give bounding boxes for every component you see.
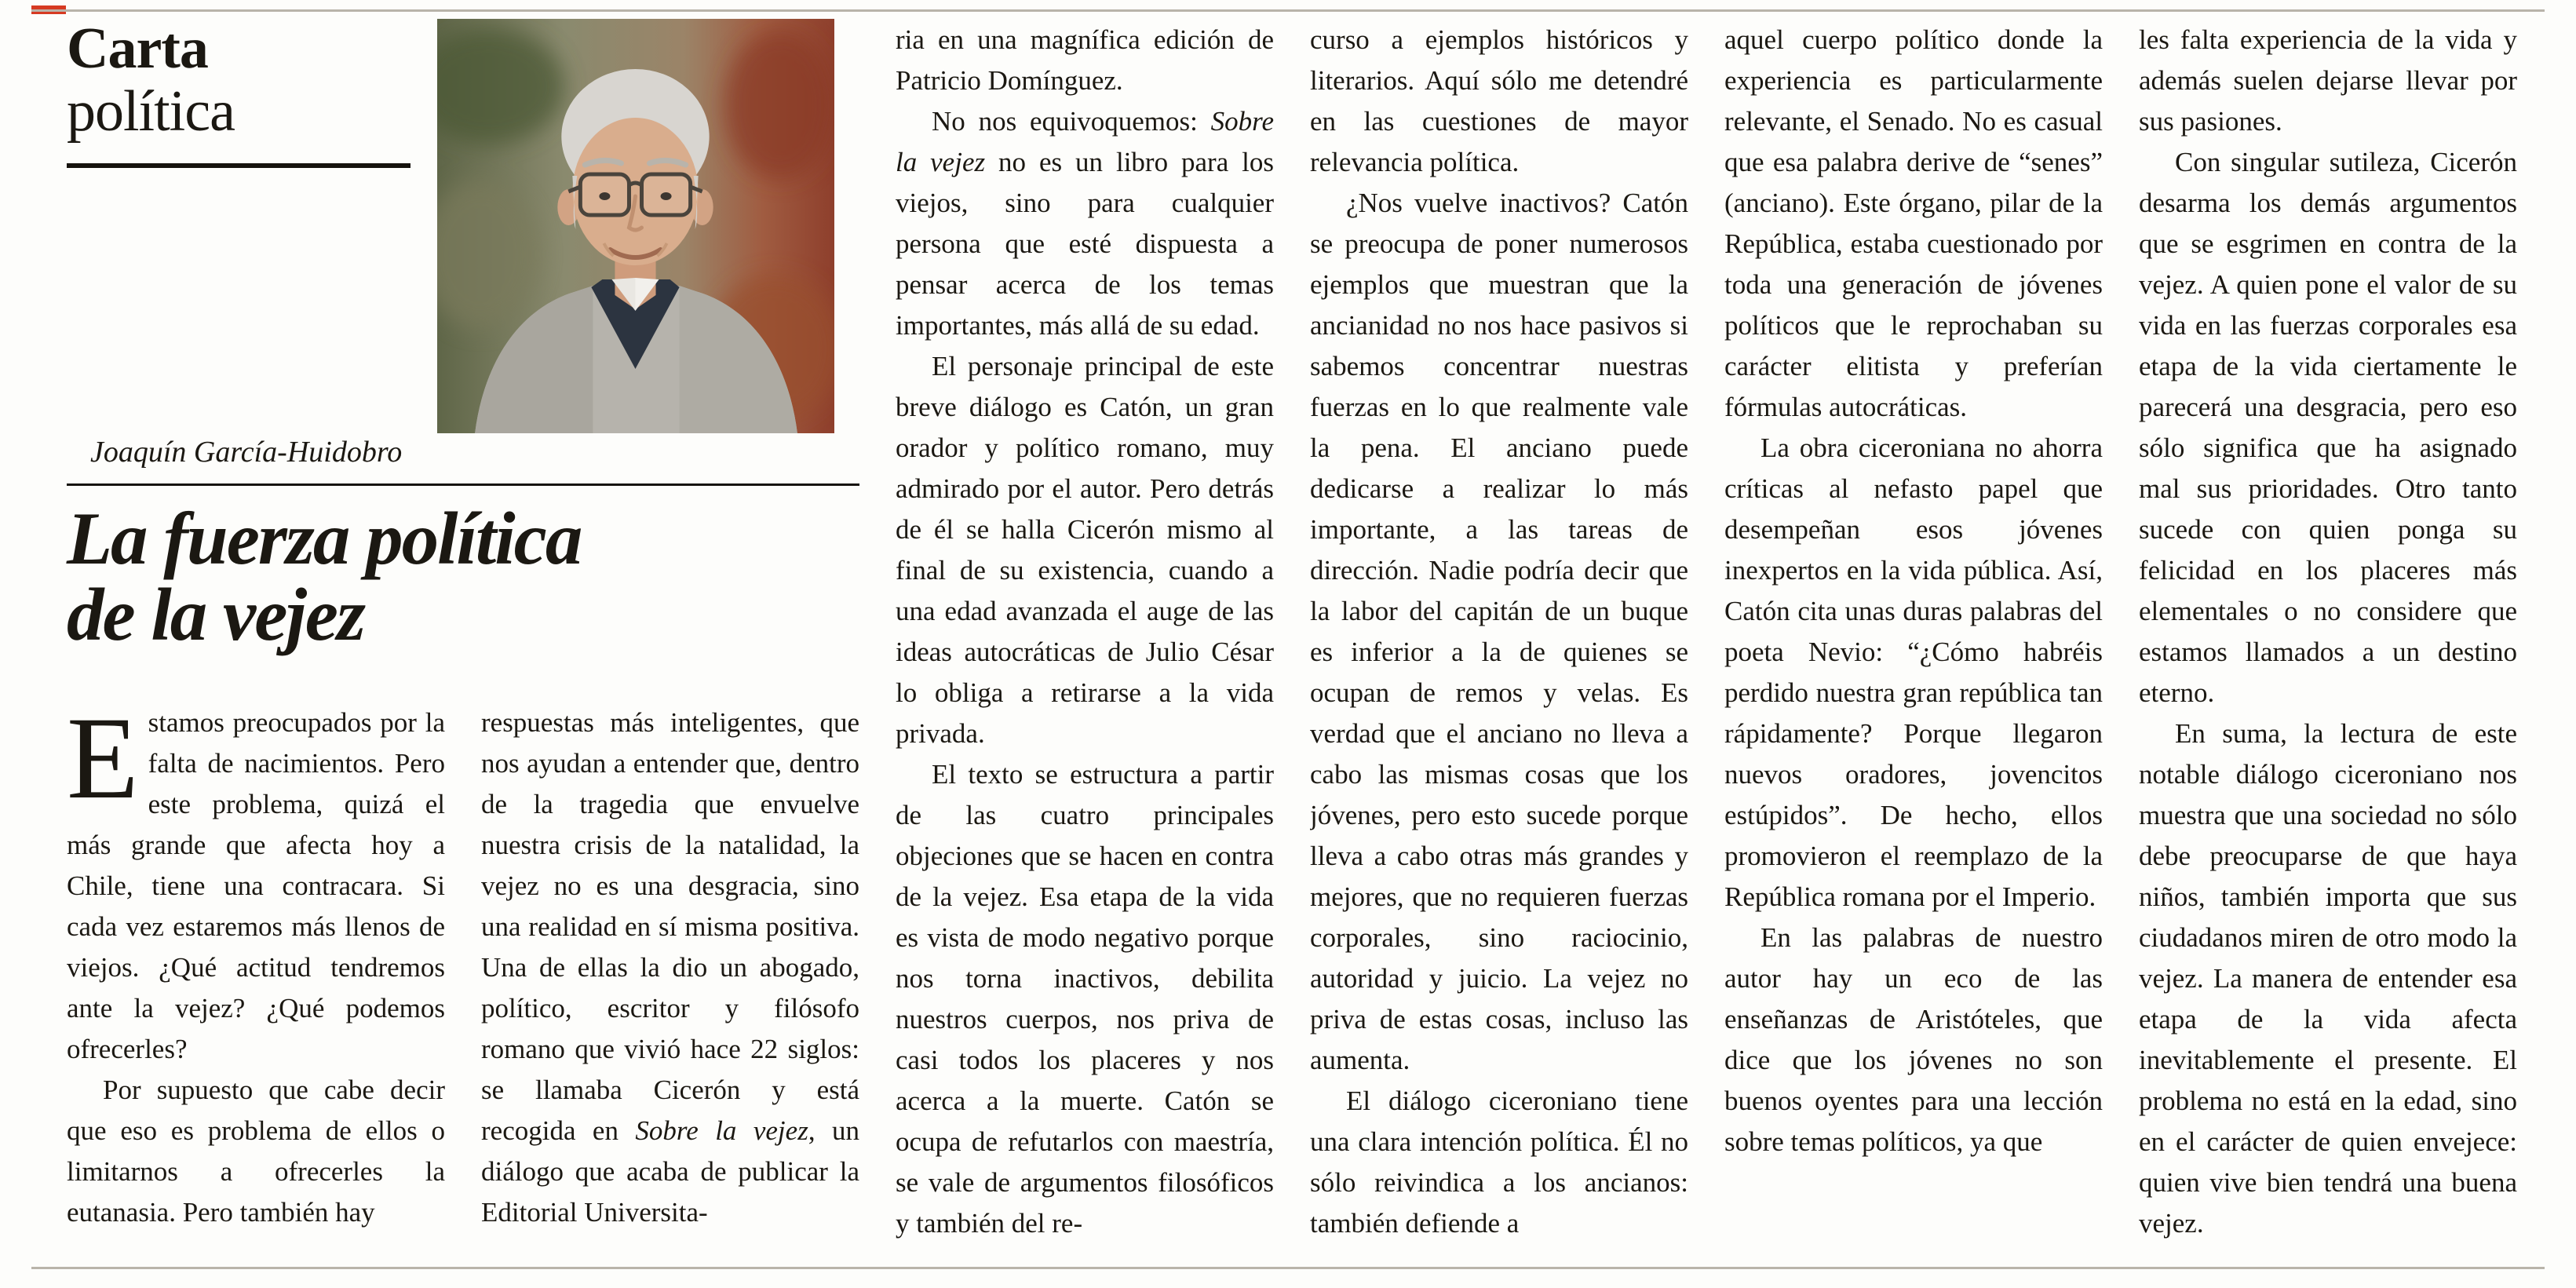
article-title — [67, 497, 582, 656]
drop-cap: E — [67, 702, 139, 823]
top-rule — [31, 9, 2545, 12]
book-title-italic: Sobre la vejez — [635, 1115, 808, 1146]
kicker-rule — [67, 163, 410, 168]
paragraph: En suma, la lectura de este notable diálogo ciceroniano nos muestra que una sociedad no sólo debe preocuparse de que haya niños, también importa que sus ciudadanos miren de otro modo la vejez. La manera de entender esa etapa de la vida afecta inevitablemente el presente. El problema no está en la edad, sino en el carácter de quien envejece: quien vive bien tendrá una buena vejez. — [2139, 718, 2517, 1239]
paragraph: El texto se estructura a partir de las cuatro principales objeciones que se hacen en contra de la vejez. Esa etapa de la vida es vista de modo negativo porque nos torna inactivos, debilita nuestros cuerpos, nos priva de casi todos los placeres y nos acerca a la muerte. Catón se ocupa de refutarlos con maestría, se vale de argumentos filosóficos y también del re- — [896, 759, 1274, 1239]
text-column-5 — [1724, 20, 2103, 1247]
paragraph: aquel cuerpo político donde la experiencia es particularmente relevante, el Senado. No es casual que esa palabra derive de “senes” (anciano). Este órgano, pilar de la República, estaba cuestionado por toda una generación de jóvenes políticos que le reprochaban su carácter elitista y preferían fórmulas autocráticas. — [1724, 24, 2103, 422]
author-photo — [437, 19, 834, 433]
paragraph: les falta experiencia de la vida y además suelen dejarse llevar por sus pasiones. — [2139, 24, 2517, 137]
paragraph: La obra ciceroniana no ahorra críticas al nefasto papel que desempeñan esos jóvenes inexpertos en la vida pública. Así, Catón cita unas duras palabras del poeta Nevio: “¿Cómo habréis perdido nuestra gran república tan rápidamente? Porque llegaron nuevos oradores, jovencitos estúpidos”. De hecho, ellos promovieron el reemplazo de la República romana por el Imperio. — [1724, 432, 2103, 912]
text-column-6 — [2139, 20, 2517, 1247]
text-column-2 — [481, 702, 859, 1239]
paragraph: ria en una magnífica edición de Patricio Domínguez. — [896, 24, 1274, 96]
kicker-line2: política — [67, 79, 235, 144]
paragraph — [481, 702, 859, 1233]
paragraph-text: No nos equivoquemos: — [932, 106, 1211, 137]
bottom-rule — [31, 1267, 2545, 1269]
title-line2: de la vejez — [67, 573, 364, 656]
paragraph-text: no es un libro para los viejos, sino para cualquier persona que esté dispuesta a pensar acerca de los temas importantes, más allá de su edad. — [896, 147, 1274, 341]
article-header — [67, 17, 859, 700]
title-line1: La fuerza política — [67, 497, 582, 580]
author-name: Joaquín García-Huidobro — [90, 436, 403, 469]
book-title-italic: Sobre la vejez — [896, 106, 1274, 177]
paragraph: En las palabras de nuestro autor hay un eco de las enseñanzas de Aristóteles, que dice que los jóvenes no son buenos oyentes para una lección sobre temas políticos, ya que — [1724, 922, 2103, 1157]
paragraph-text: , un diálogo que acaba de publicar la Editorial Universita- — [481, 1115, 859, 1228]
paragraph-text: respuestas más inteligentes, que nos ayudan a entender que, dentro de la tragedia que envuelve nuestra crisis de la natalidad, la vejez no es una desgracia, sino una realidad en sí misma positiva. Una de ellas la dio un abogado, político, escritor y filósofo romano que vivió hace 22 siglos: se llamaba Cicerón y está recogida en — [481, 707, 859, 1146]
paragraph-text: stamos preocupados por la falta de nacimientos. Pero este problema, quizá el más grande que afecta hoy a Chile, tiene una contracara. Si cada vez estaremos más llenos de viejos. ¿Qué actitud tendremos ante la vejez? ¿Qué podemos ofrecerles? — [67, 707, 445, 1064]
text-column-1 — [67, 702, 445, 1239]
text-column-3 — [896, 20, 1274, 1247]
header-rule — [67, 483, 859, 486]
paragraph: curso a ejemplos históricos y literarios. Aquí sólo me detendré en las cuestiones de mayor relevancia política. — [1310, 24, 1688, 177]
paragraph: El personaje principal de este breve diálogo es Catón, un gran orador y político romano, muy admirado por el autor. Pero detrás de él se halla Cicerón mismo al final de su existencia, cuando a una edad avanzada el auge de las ideas autocráticas de Julio César lo obliga a retirarse a la vida privada. — [896, 351, 1274, 749]
lead-paragraph — [67, 702, 445, 1070]
paragraph: Con singular sutileza, Cicerón desarma los demás argumentos que se esgrimen en contra de la vejez. A quien pone el valor de su vida en las fuerzas corporales esa etapa de la vida ciertamente le parecerá una desgracia, pero eso sólo significa que ha asignado mal sus prioridades. Otro tanto sucede con quien ponga su felicidad en los placeres más elementales o no considere que estamos llamados a un destino eterno. — [2139, 147, 2517, 708]
paragraph: Por supuesto que cabe decir que eso es problema de ellos o limitarnos a ofrecerles la eutanasia. Pero también hay — [67, 1075, 445, 1228]
author-portrait-illustration — [437, 19, 834, 433]
paragraph: El diálogo ciceroniano tiene una clara intención política. Él no sólo reivindica a los ancianos: también defiende a — [1310, 1085, 1688, 1239]
paragraph — [896, 101, 1274, 346]
kicker-line1: Carta — [67, 16, 208, 81]
text-column-4 — [1310, 20, 1688, 1247]
paragraph: ¿Nos vuelve inactivos? Catón se preocupa de poner numerosos ejemplos que muestran que la ancianidad no nos hace pasivos si sabemos concentrar nuestras fuerzas en lo que realmente vale la pena. El anciano puede dedicarse a realizar lo más importante, a las tareas de dirección. Nadie podría decir que la labor del capitán de un buque es inferior a la de quienes se ocupan de remos y velas. Es verdad que el anciano no lleva a cabo las mismas cosas que los jóvenes, pero esto sucede porque lleva a cabo otras más grandes y mejores, que no requieren fuerzas corporales, sino raciocinio, autoridad y juicio. La vejez no priva de estas cosas, incluso las aumenta. — [1310, 188, 1688, 1075]
